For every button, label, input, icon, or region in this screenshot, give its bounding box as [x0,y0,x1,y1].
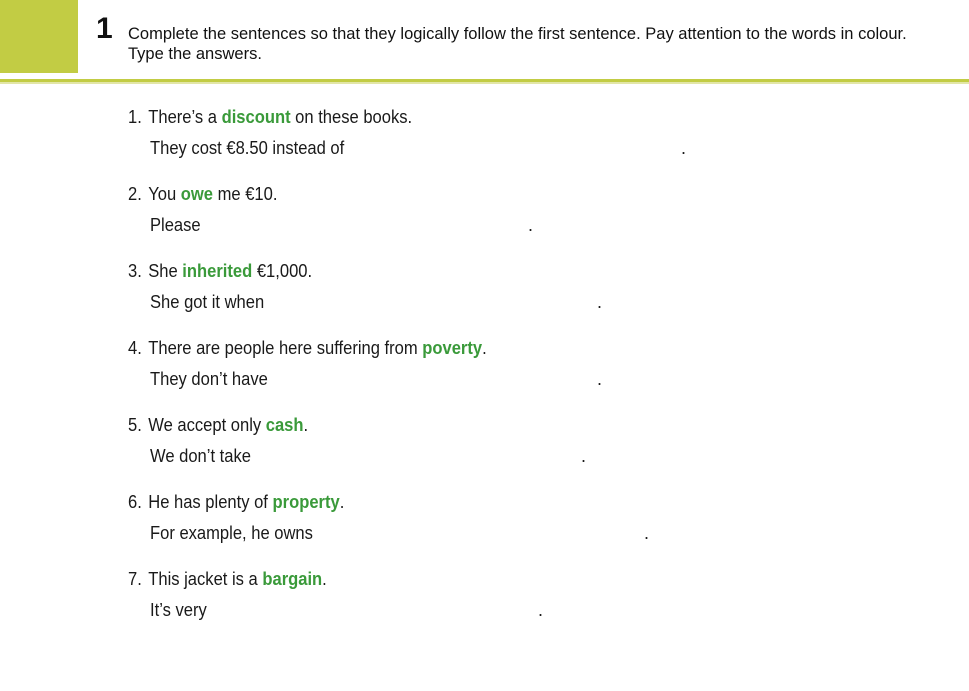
item-sentence [128,491,344,513]
exercise-instructions: Complete the sentences so that they logically follow the first sentence. Pay attention to the words in colour. Type the answers. [128,25,907,63]
item-sentence [128,183,277,205]
item-number: 7. [128,569,142,589]
item-sentence [128,260,312,282]
sentence-text: There are people here suffering from [148,338,423,358]
sentence-end: . [597,369,603,389]
item-number: 5. [128,415,142,435]
exercise-item-2 [128,181,928,258]
exercise-item-3 [128,258,928,335]
item-prompt: She got it when [150,292,265,312]
sentence-text: . [339,492,345,512]
sentence-end: . [528,215,534,235]
exercise-number: 1 [96,12,113,45]
header-divider-shadow [0,82,969,84]
sentence-text: on these books. [290,107,413,127]
sentence-end: . [538,600,544,620]
exercise-item-5 [128,412,928,489]
answer-input[interactable] [324,523,650,545]
answer-input[interactable] [280,369,602,391]
item-prompt: We don’t take [150,446,251,466]
item-sentence [128,337,487,359]
sentence-text: . [303,415,309,435]
item-number: 2. [128,184,142,204]
answer-input[interactable] [280,292,602,314]
sentence-text: me €10. [213,184,278,204]
exercise-item-7 [128,566,928,643]
keyword: discount [221,107,291,127]
keyword: property [272,492,340,512]
sentence-text: You [148,184,181,204]
item-prompt: They cost €8.50 instead of [150,138,345,158]
sentence-end: . [597,292,603,312]
header-accent-block [0,0,78,73]
sentence-text: . [322,569,327,589]
keyword: bargain [262,569,323,589]
sentence-text: . [482,338,487,358]
item-prompt: For example, he owns [150,523,313,543]
sentence-text: €1,000. [252,261,313,281]
item-sentence [128,106,412,128]
item-number: 3. [128,261,142,281]
exercise-item-6 [128,489,928,566]
keyword: inherited [182,261,253,281]
item-prompt: Please [150,215,201,235]
item-prompt: It’s very [150,600,207,620]
exercise-items [128,104,928,643]
sentence-end: . [681,138,687,158]
answer-input[interactable] [218,600,544,622]
item-prompt: They don’t have [150,369,268,389]
keyword: owe [180,184,214,204]
sentence-text: She [148,261,183,281]
keyword: cash [265,415,304,435]
sentence-text: He has plenty of [148,492,273,512]
sentence-end: . [581,446,587,466]
sentence-end: . [644,523,650,543]
item-sentence [128,568,327,590]
answer-input[interactable] [262,446,586,468]
exercise-header [0,0,969,84]
exercise-item-4 [128,335,928,412]
item-number: 1. [128,107,142,127]
item-number: 6. [128,492,142,512]
sentence-text: There’s a [148,107,222,127]
answer-input[interactable] [362,138,690,160]
sentence-text: This jacket is a [148,569,263,589]
answer-input[interactable] [216,215,534,237]
item-sentence [128,414,308,436]
exercise-item-1 [128,104,928,181]
sentence-text: We accept only [148,415,266,435]
item-number: 4. [128,338,142,358]
keyword: poverty [422,338,483,358]
